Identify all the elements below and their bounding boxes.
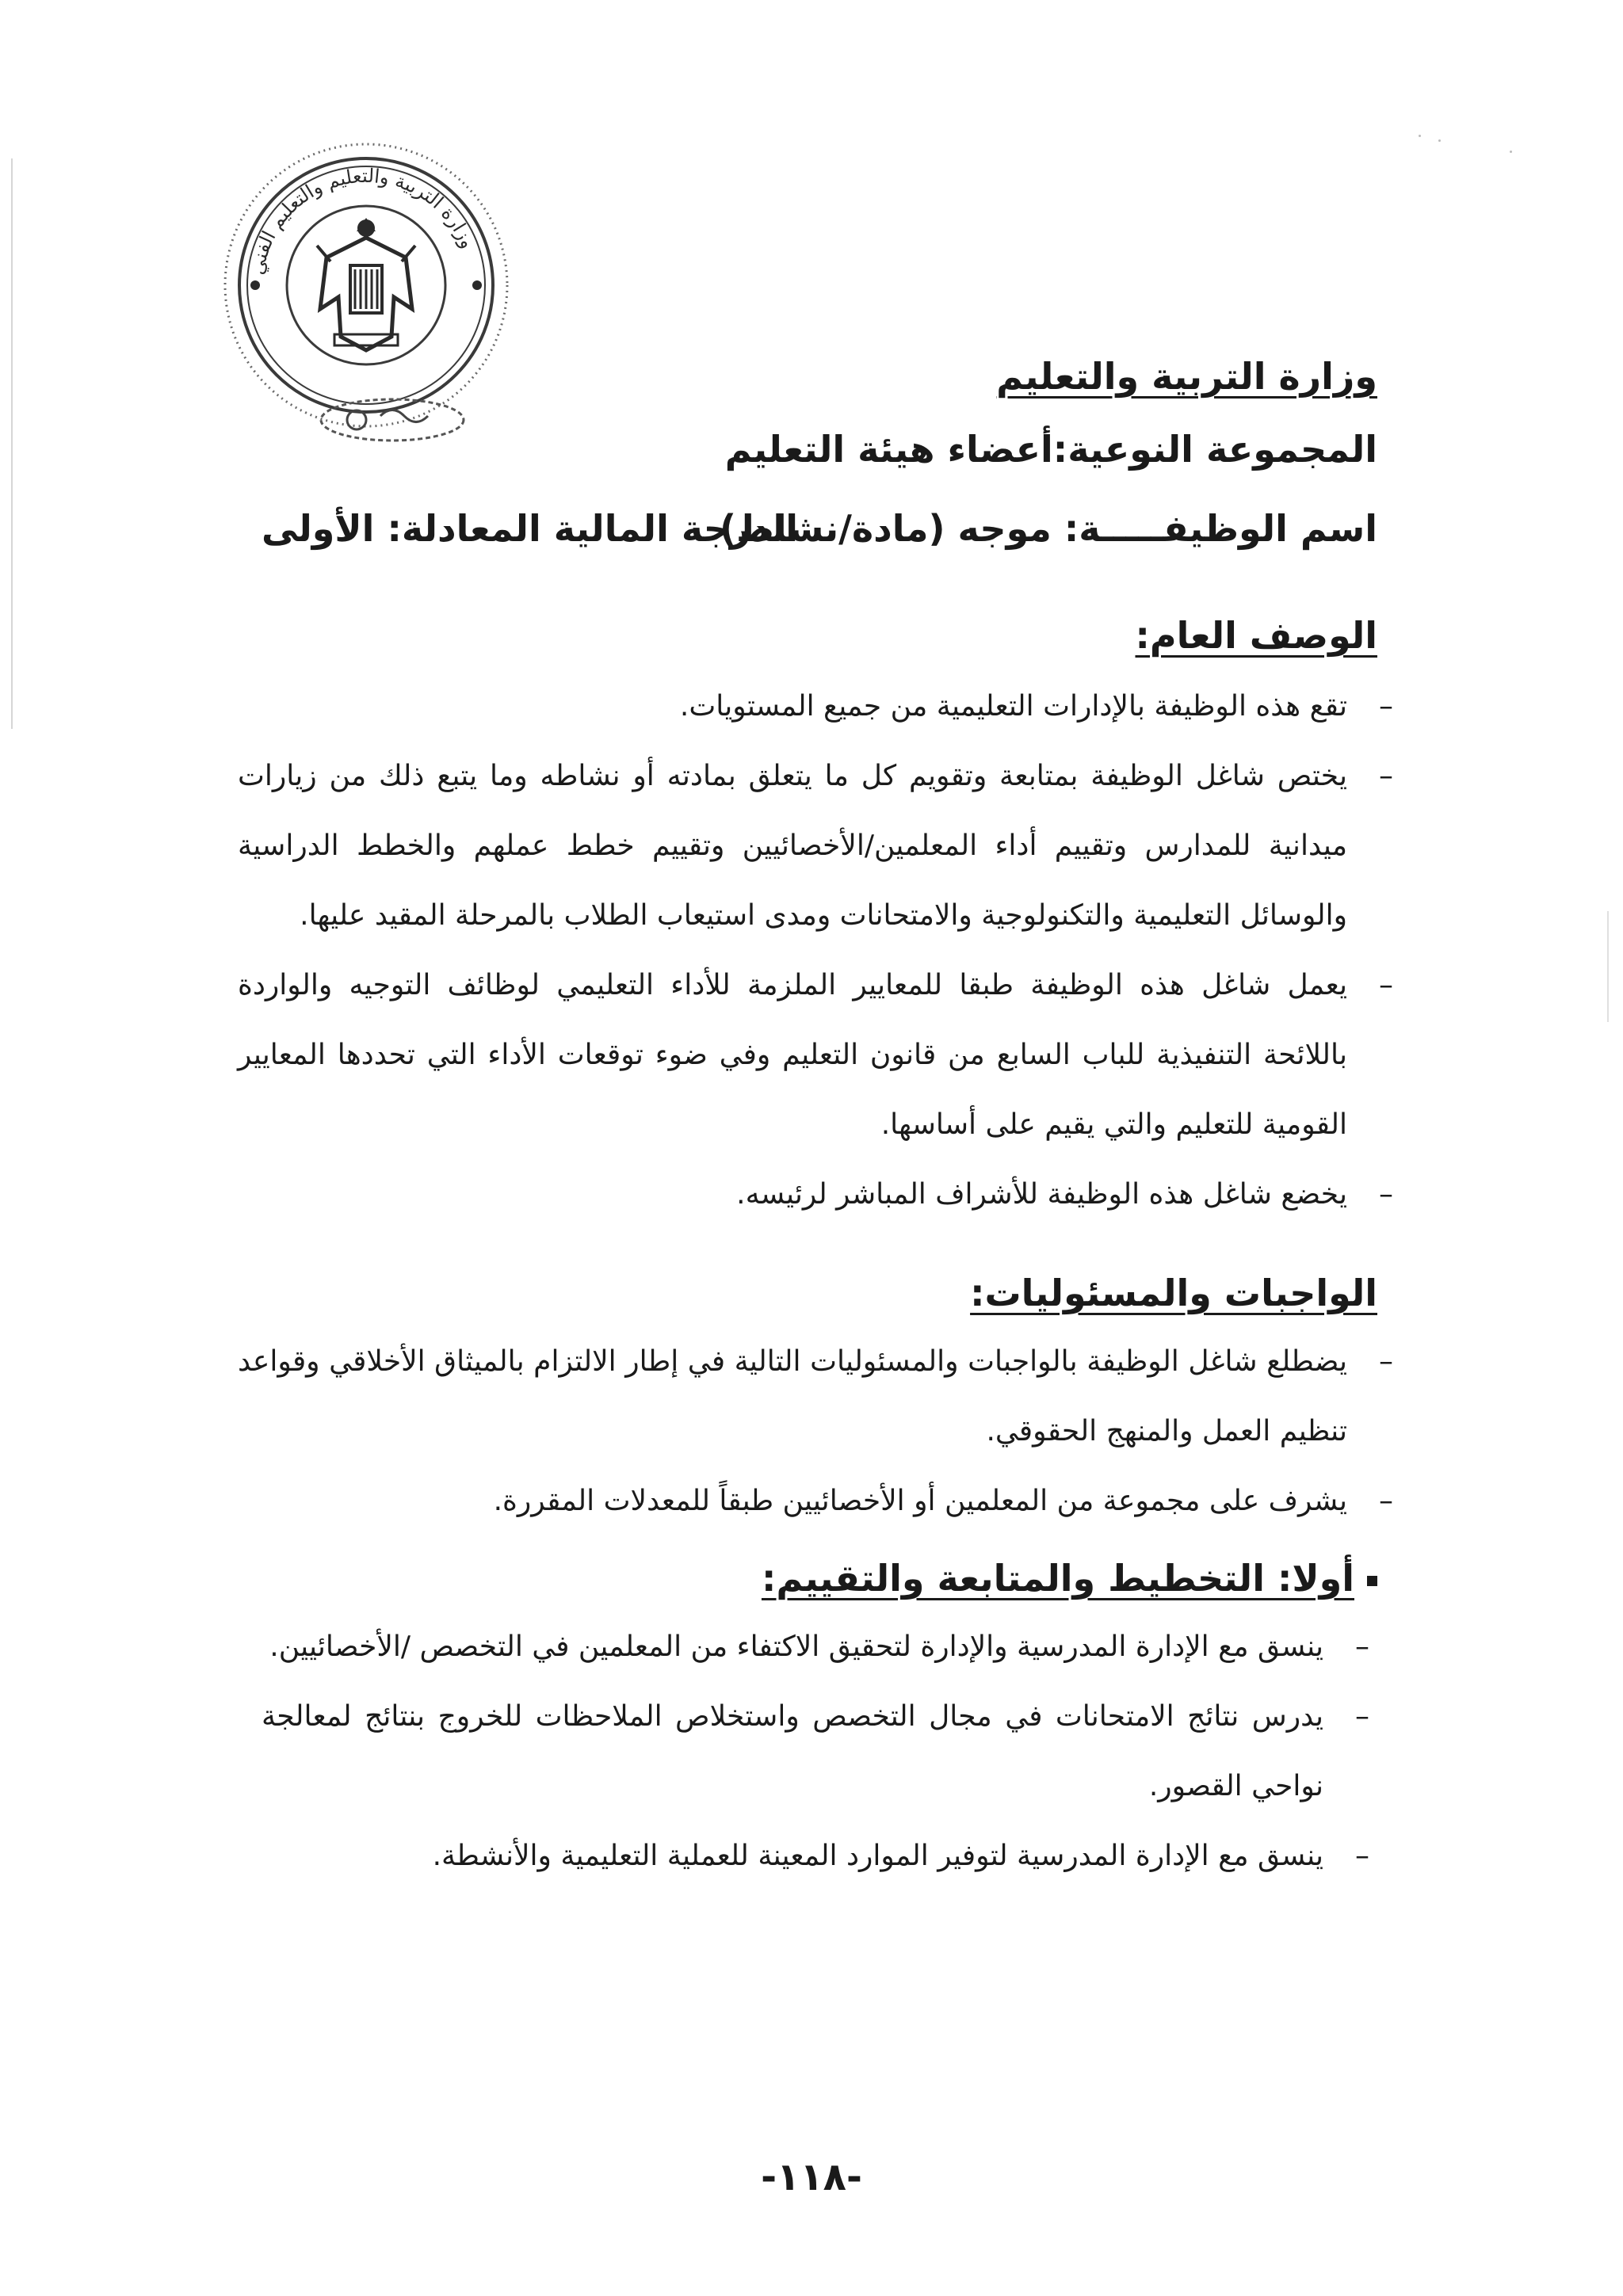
list-item — [262, 1612, 1369, 1682]
ministry-title: وزارة التربية والتعليم — [996, 355, 1377, 398]
scan-speck — [1438, 139, 1441, 142]
bullet-dash: – — [1379, 1345, 1393, 1378]
bullet-dash: – — [1379, 760, 1393, 792]
general-description-heading: الوصف العام: — [1135, 614, 1377, 657]
square-bullet-icon — [1367, 1576, 1377, 1586]
list-item-text: يخضع شاغل هذه الوظيفة للأشراف المباشر لرئيسه. — [736, 1178, 1347, 1211]
planning-list — [262, 1612, 1369, 1891]
bullet-dash: – — [1379, 969, 1393, 1001]
seal-stamp-mark — [313, 392, 472, 448]
bullet-dash: – — [1355, 1840, 1369, 1872]
seal-text: وزارة التربية والتعليم والتعليم الفني — [246, 164, 479, 277]
list-item — [238, 1160, 1393, 1230]
list-item — [262, 1821, 1369, 1891]
general-description-list — [238, 672, 1393, 1230]
planning-heading-text: أولا: التخطيط والمتابعة والتقييم: — [761, 1557, 1354, 1600]
bullet-dash: – — [1379, 1178, 1393, 1211]
list-item — [262, 1682, 1369, 1821]
list-item-text: تقع هذه الوظيفة بالإدارات التعليمية من جميع المستويات. — [679, 690, 1347, 723]
eagle-emblem-icon — [317, 218, 415, 350]
page-number: -١١٨- — [761, 2155, 862, 2199]
list-item-text: يعمل شاغل هذه الوظيفة طبقا للمعايير الملزمة للأداء التعليمي لوظائف التوجيه والواردة باللائحة التنفيذية للباب السابع من قانون التعليم وفي ضوء توقعات الأداء التي تحددها المعايير القومية للتعليم والتي يقيم على أساسها. — [238, 969, 1347, 1141]
job-group-title: المجموعة النوعية:أعضاء هيئة التعليم — [724, 428, 1377, 471]
list-item — [238, 1466, 1393, 1536]
list-item — [238, 1327, 1393, 1466]
scan-margin-line — [11, 158, 13, 729]
planning-heading — [762, 1557, 1377, 1600]
duties-heading: الواجبات والمسئوليات: — [970, 1272, 1377, 1314]
bullet-dash: – — [1379, 1485, 1393, 1517]
scan-edge-mark — [1607, 911, 1609, 1022]
scan-speck — [1419, 135, 1421, 137]
list-item — [238, 672, 1393, 742]
list-item-text: يدرس نتائج الامتحانات في مجال التخصص واستخلاص الملاحظات للخروج بنتائج لمعالجة نواحي القصور. — [262, 1700, 1323, 1802]
list-item — [238, 742, 1393, 951]
list-item-text: ينسق مع الإدارة المدرسية والإدارة لتحقيق الاكتفاء من المعلمين في التخصص /الأخصائيين. — [269, 1630, 1323, 1663]
list-item-text: يشرف على مجموعة من المعلمين أو الأخصائيين طبقاً للمعدلات المقررة. — [493, 1485, 1347, 1517]
financial-grade: الدرجة المالية المعادلة: الأولى — [262, 507, 798, 550]
list-item-text: ينسق مع الإدارة المدرسية لتوفير الموارد المعينة للعملية التعليمية والأنشطة. — [432, 1840, 1323, 1872]
bullet-dash: – — [1379, 690, 1393, 723]
list-item-text: يضطلع شاغل الوظيفة بالواجبات والمسئوليات التالية في إطار الالتزام بالميثاق الأخلاقي وقواعد تنظيم العمل والمنهج الحقوقي. — [238, 1345, 1347, 1447]
scan-speck — [1510, 151, 1512, 153]
bullet-dash: – — [1355, 1630, 1369, 1663]
list-item — [238, 951, 1393, 1160]
duties-list — [238, 1327, 1393, 1536]
list-item-text: يختص شاغل الوظيفة بمتابعة وتقويم كل ما يتعلق بمادته أو نشاطه وما يتبع ذلك من زيارات ميدانية للمدارس وتقييم أداء المعلمين/الأخصائيين وتقييم خطط عملهم والخطط الدراسية والوسائل التعليمية والتكنولوجية والامتحانات ومدى استيعاب الطلاب بالمرحلة المقيد عليها. — [238, 760, 1347, 932]
job-title: اسم الوظيفـــــة: موجه (مادة/نشاط) — [720, 507, 1377, 550]
bullet-dash: – — [1355, 1700, 1369, 1733]
